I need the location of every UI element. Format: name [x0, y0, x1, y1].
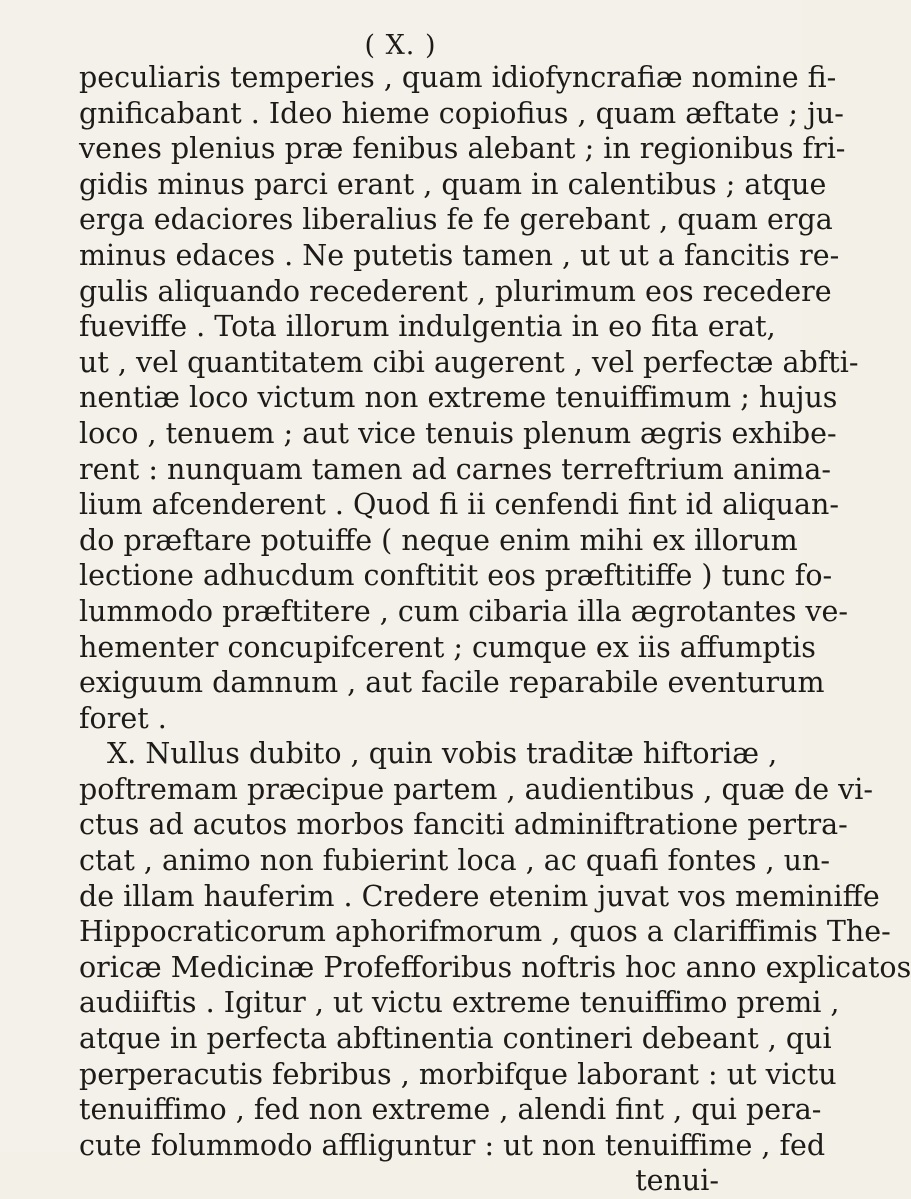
text-line: minus edaces . Ne putetis tamen , ut ut a fancitis re-: [79, 238, 840, 272]
text-line: ut , vel quantitatem cibi augerent , vel perfectæ abfti-: [79, 345, 859, 379]
section-start-line: X. Nullus dubito , quin vobis traditæ hiftoriæ ,: [107, 737, 778, 771]
text-line: lium afcenderent . Quod fi ii cenfendi fint id aliquan-: [79, 488, 839, 522]
text-line: fueviffe . Tota illorum indulgentia in eo fita erat,: [79, 310, 776, 344]
text-line: loco , tenuem ; aut vice tenuis plenum ægris exhibe-: [79, 416, 837, 450]
text-line: venes plenius præ fenibus alebant ; in regionibus fri-: [79, 132, 846, 166]
catchword: tenui-: [635, 1164, 719, 1198]
text-line: foret .: [79, 701, 167, 735]
body-text: [79, 60, 911, 1199]
text-line: lectione adhucdum conftitit eos præftitiffe ) tunc fo-: [79, 559, 833, 593]
text-line: tenuiffimo , fed non extreme , alendi fint , qui pera-: [79, 1093, 822, 1127]
text-line: Hippocraticorum aphorifmorum , quos a clariffimis The-: [79, 915, 891, 949]
text-line: cute folummodo affliguntur : ut non tenuiffime , fed: [79, 1128, 826, 1162]
text-line: atque in perfecta abftinentia contineri debeant , qui: [79, 1022, 832, 1056]
text-line: gidis minus parci erant , quam in calentibus ; atque: [79, 167, 827, 201]
text-line: rent : nunquam tamen ad carnes terreftrium anima-: [79, 452, 832, 486]
text-line: nentiæ loco victum non extreme tenuiffimum ; hujus: [79, 381, 838, 415]
text-line: ctat , animo non fubierint loca , ac quafi fontes , un-: [79, 844, 831, 878]
text-line: perperacutis febribus , morbifque laborant : ut victu: [79, 1057, 837, 1091]
text-line: ctus ad acutos morbos fanciti adminiftratione pertra-: [79, 808, 848, 842]
text-line: do præftare potuiffe ( neque enim mihi ex illorum: [79, 523, 798, 557]
text-line: oricæ Medicinæ Profefforibus noftris hoc anno explicatos: [79, 950, 911, 984]
text-line: peculiaris temperies , quam idiofyncrafiæ nomine fi-: [79, 61, 837, 94]
text-line: gulis aliquando recederent , plurimum eos recedere: [79, 274, 832, 308]
text-line: poftremam præcipue partem , audientibus , quæ de vi-: [79, 772, 873, 806]
text-line: audiiftis . Igitur , ut victu extreme tenuiffimo premi ,: [79, 986, 840, 1020]
text-line: hementer concupifcerent ; cumque ex iis affumptis: [79, 630, 816, 664]
text-line: lummodo præftitere , cum cibaria illa ægrotantes ve-: [79, 594, 849, 628]
text-line: gnificabant . Ideo hieme copiofius , quam æftate ; ju-: [79, 96, 844, 130]
text-line: erga edaciores liberalius fe fe gerebant , quam erga: [79, 203, 833, 237]
page-header: ( X. ): [364, 30, 437, 61]
text-line: exiguum damnum , aut facile reparabile eventurum: [79, 666, 825, 700]
text-line: de illam hauferim . Credere etenim juvat vos meminiffe: [79, 879, 880, 913]
